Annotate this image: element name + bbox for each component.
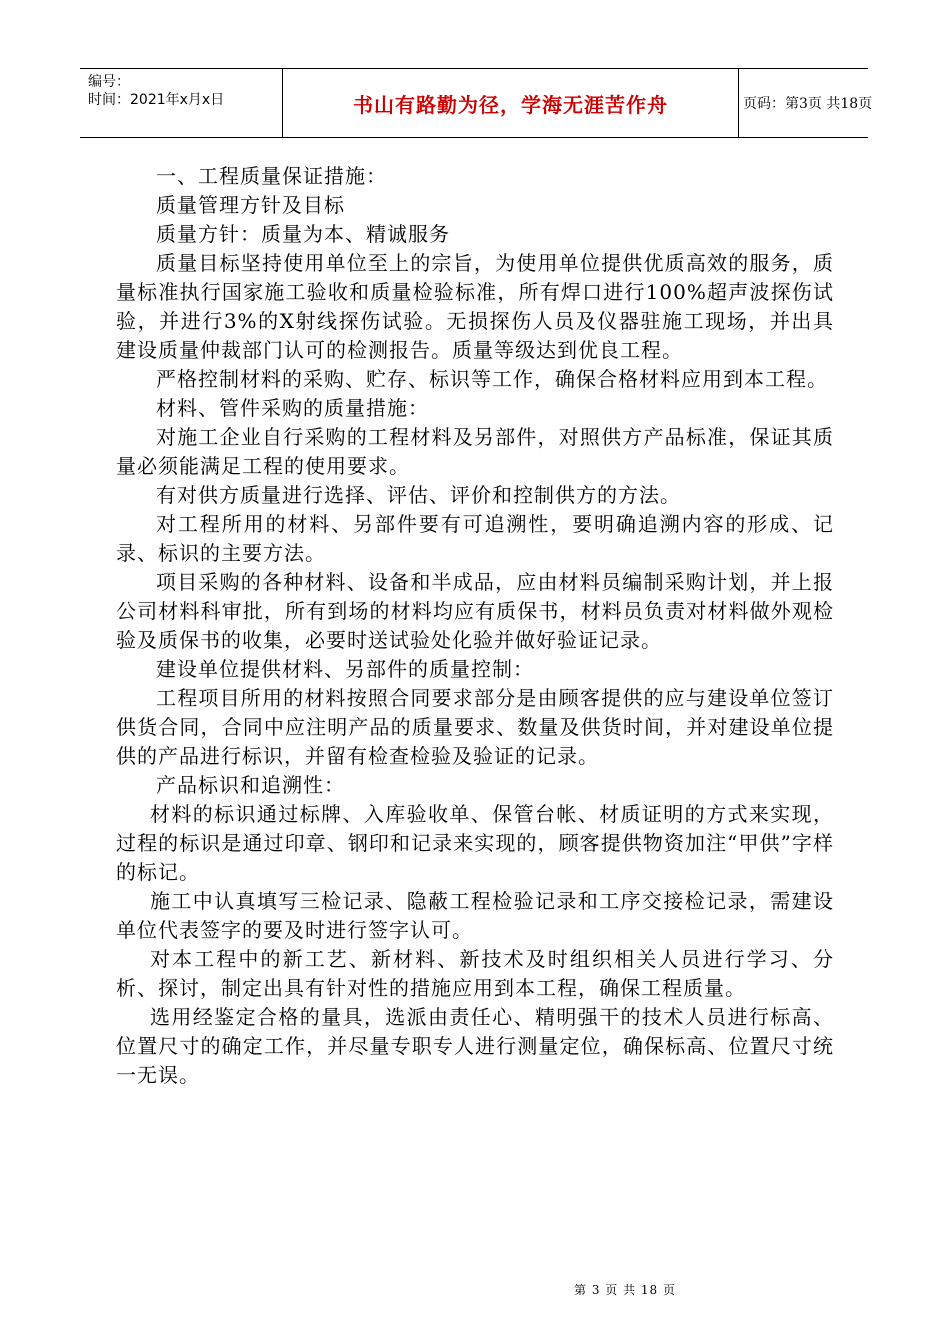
paragraph: 建设单位提供材料、另部件的质量控制： — [156, 657, 534, 681]
document-body — [116, 162, 834, 1090]
paragraph: 材料、管件采购的质量措施： — [156, 396, 429, 420]
time-label: 时间：2021年x月x日 — [88, 92, 225, 108]
section-heading: 一、工程质量保证措施： — [156, 164, 387, 188]
paragraph: 选用经鉴定合格的量具，选派由责任心、精明强干的技术人员进行标高、位置尺寸的确定工作，并尽量专职专人进行测量定位，确保标高、位置尺寸统一无误。 — [116, 1005, 834, 1087]
paragraph: 质量方针：质量为本、精诚服务 — [156, 222, 450, 246]
paragraph: 工程项目所用的材料按照合同要求部分是由顾客提供的应与建设单位签订供货合同，合同中应注明产品的质量要求、数量及供货时间，并对建设单位提供的产品进行标识，并留有检查检验及验证的记录。 — [116, 686, 834, 768]
header-divider — [738, 69, 739, 137]
paragraph: 项目采购的各种材料、设备和半成品，应由材料员编制采购计划，并上报公司材料科审批，所有到场的材料均应有质保书，材料员负责对材料做外观检验及质保书的收集，必要时送试验处化验并做好验证记录。 — [116, 570, 834, 652]
paragraph: 材料的标识通过标牌、入库验收单、保管台帐、材质证明的方式来实现，过程的标识是通过印章、钢印和记录来实现的，顾客提供物资加注“甲供”字样的标记。 — [116, 802, 834, 884]
header-motto: 书山有路勤为径，学海无涯苦作舟 — [353, 92, 668, 117]
paragraph: 质量管理方针及目标 — [156, 193, 345, 217]
paragraph: 产品标识和追溯性： — [156, 773, 345, 797]
paragraph: 质量目标坚持使用单位至上的宗旨，为使用单位提供优质高效的服务，质量标准执行国家施工验收和质量检验标准，所有焊口进行100%超声波探伤试验，并进行3%的X射线探伤试验。无损探伤人员及仪器驻施工现场，并出具建设质量仲裁部门认可的检测报告。质量等级达到优良工程。 — [116, 251, 834, 362]
paragraph: 对施工企业自行采购的工程材料及另部件，对照供方产品标准，保证其质量必须能满足工程的使用要求。 — [116, 425, 834, 478]
code-label: 编号： — [88, 74, 130, 90]
header-page-info: 页码：第3页 共18页 — [743, 96, 873, 112]
paragraph: 严格控制材料的采购、贮存、标识等工作，确保合格材料应用到本工程。 — [156, 367, 828, 391]
page-header — [80, 68, 873, 138]
page-footer: 第 3 页 共 18 页 — [574, 1283, 676, 1297]
paragraph: 对本工程中的新工艺、新材料、新技术及时组织相关人员进行学习、分析、探讨，制定出具有针对性的措施应用到本工程，确保工程质量。 — [116, 947, 834, 1000]
paragraph: 对工程所用的材料、另部件要有可追溯性，要明确追溯内容的形成、记录、标识的主要方法。 — [116, 512, 834, 565]
paragraph: 有对供方质量进行选择、评估、评价和控制供方的方法。 — [156, 483, 681, 507]
header-meta-cell — [80, 69, 280, 137]
paragraph: 施工中认真填写三检记录、隐蔽工程检验记录和工序交接检记录，需建设单位代表签字的要及时进行签字认可。 — [116, 889, 834, 942]
